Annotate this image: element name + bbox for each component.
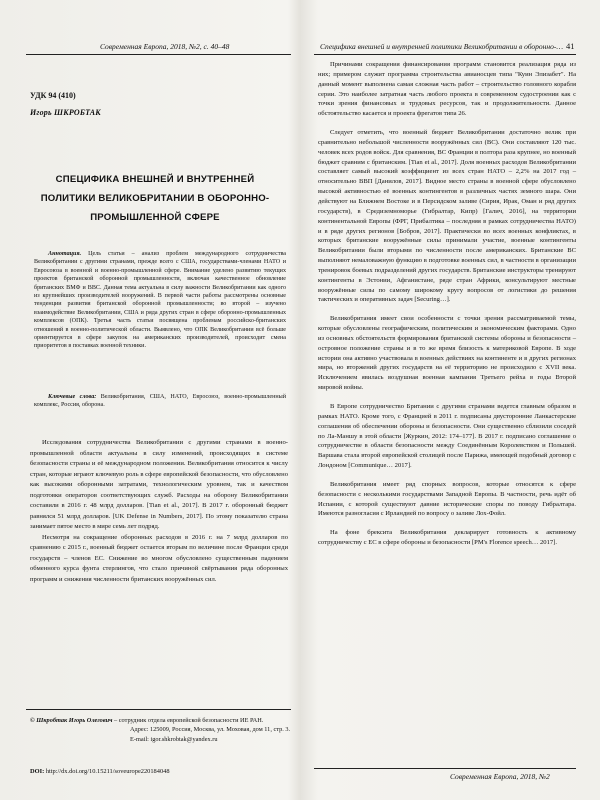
header-rule-right [314, 54, 576, 55]
page-number: 41 [566, 41, 575, 51]
paragraph: На фоне брексита Великобритания декларирует готовность к активному сотрудничеству с ЕС в сфере обороны и безопасности [PM's Florence speech… 2017]. [318, 529, 576, 547]
paragraph: Причинами сокращения финансирования программ становится реализация ряда из них; примером служит программа строительства авианосцев типа "Куин Элизабет". На данный момент выполнена самая сложная часть работ – строительство головного корабля серии. Это наиболее затратная часть любого проекта в современном судостроении как с точки зрения финансовых и трудовых ресурсов, так и продолжительности. Данное обстоятельство касается и проекта фрегатов типа 26. [318, 61, 576, 118]
body-text-left [30, 438, 288, 585]
footnote-author: © Шкробтак Игорь Олегович [30, 717, 113, 724]
footnote-role: – сотрудник отдела европейской безопасности ИЕ РАН. [112, 717, 264, 724]
right-page [300, 0, 600, 800]
footnote-rule [26, 709, 291, 710]
running-head-left: Современная Европа, 2018, №2, с. 40–48 [100, 42, 230, 51]
author-footnote [30, 716, 292, 744]
keywords-label: Ключевые слова: [48, 394, 97, 400]
running-foot: Современная Европа, 2018, №2 [450, 772, 550, 781]
paragraph: Великобритания имеет свои особенности с точки зрения рассматриваемой темы, которые обусловлены географическим, политическим и экономическим факторами. Одно из основных обстоятельств формирования британской системы обороны и безопасности – островное положение страны и в то же время близость к материковой Европе. В ходе истории она активно участвовала в военных действиях на континенте и в других регионах мира, но вторжений других государств на её территорию не происходило с XVII века. Исключением явилась воздушная военная кампания Третьего рейха в годы Второй мировой войны. [318, 315, 576, 392]
abstract-label: Аннотация. [48, 251, 82, 257]
abstract [34, 250, 286, 351]
doi-label: DOI: [30, 768, 45, 775]
keywords [34, 393, 286, 410]
paragraph: Следует отметить, что военный бюджет Великобритании достаточно велик при сравнительно небольшой численности вооружённых сил (ВС). Они составляют 120 тыс. человек всех родов войск. Для сравнения, ВС Франции в полтора раза крупнее, но военный бюджет сравним с британским. [Tian et al., 2017]. Доля военных расходов Великобритании составляет самый высокий коэффициент из всех стран НАТО – 2,2% на 2017 год – относительно ВВП [Данилов, 2017]. Видное место страны в военной сфере обусловлено высокой активностью её военных контингентов в различных частях земного шара. Они действуют на Ближнем Востоке и в Персидском заливе (Сирия, Ирак, Оман и ряд других государств), в Средиземноморье (Гибралтар, Кипр) [Галич, 2016], на территории континентальной Европы (ФРГ, Прибалтика – последняя в рамках сотрудничества НАТО) и в ряде других регионов [Бобров, 2017]. Практически во всех военных конфликтах, в которых британские вооружённые силы принимали участие, военные контингенты Великобритании были вторыми по численности после американских. Британские ВС выполняют немаловажную функцию в подготовке военных сил, в частности в организации тренировок боевых подразделений других государств. Британские инструкторы тренируют контингенты в Эстонии, Афганистане, ряде стран Африки, консультируют местные вооружённые силы по самому широкому кругу вопросов от логистики до решения тактических и оперативных задач [Securing…]. [318, 129, 576, 304]
abstract-text: Цель статьи – анализ проблем международного сотрудничества Великобритании с другими странами, прежде всего с США, государствами-членами НАТО и Евросоюза в военной и военно-промышленной сфере. Внимание уделено развитию текущих проектов британской оборонной промышленности, включая качественное обновление британских ВМФ и ВВС. Данная тема актуальна в силу важности Великобритании как одного из крупнейших производителей вооружений. В первой части работы рассмотрены основные тенденции развития британской оборонной промышленности; во второй – изучено взаимодействие Великобритании, США и ряда других стран в сфере оборонно-промышленных комплексов (ОПК). Третья часть статьи посвящена проблемам российско-британских отношений в военно-политической области. Выявлено, что ОПК Великобритании всё больше ориентируется в сфере закупок на американских производителей, происходит смена приоритетов в поставках военной техники. [34, 251, 286, 350]
doi-link[interactable]: http://dx.doi.org/10.15211/soveurope220184048 [45, 768, 170, 775]
running-head-right: Специфика внешней и внутренней политики Великобритании в оборонно-… [320, 42, 564, 51]
footnote-email: E-mail: igor.shkrobtak@yandex.ru [130, 735, 218, 743]
paragraph: Великобритания имеет ряд спорных вопросов, которые относятся к сфере безопасности с несколькими государствами Западной Европы. В частности, речь идёт об Испании, с которой существуют давние исторические споры по поводу Гибралтара. Имеются разногласия с Ирландией по вопросу о заливе Лох-Фойл. [318, 480, 576, 518]
paragraph: Исследования сотрудничества Великобритании с другими странами в военно-промышленной области актуальны в силу изменений, происходящих в системе безопасности страны и её международном положении. Великобритания относится к числу стран, которые играют ключевую роль в сфере европейской безопасности, что обусловлено как высокими оборонными затратами, технологическим уровнем, так и качеством подготовки операторов соответствующих служб. Расходы на оборону Великобритании составили в 2016 г. 48 млрд долларов. [Tian et al., 2017]. В 2017 г. оборонный бюджет равнялся 51 млрд долларов. [UK Defense in Numbers, 2017]. По этому показателю страна занимает пятое место в мире семь лет подряд. [30, 439, 288, 530]
keywords-text: Великобритания, США, НАТО, Евросоюз, военно-промышленный комплекс, Россия, оборона. [34, 394, 286, 409]
paragraph: В Европе сотрудничество Британии с другими странами ведется главным образом в рамках НАТО. Кроме того, с Францией в 2011 г. подписаны двусторонние Ланкастерские соглашения об обеспечении обороны и безопасности. Они существенно сблизили соседей по Ла-Маншу в этой области [Журкин, 2012: 174–177]. В 2017 г. подписано соглашение о сотрудничестве в области безопасности между Соединённым Королевством и Польшей. Варшава стала второй европейской столицей после Парижа, имеющей подобный договор с Лондоном [Communique… 2017]. [318, 403, 576, 470]
footer-rule-right [314, 768, 576, 769]
doi-line [30, 768, 170, 775]
article-title: СПЕЦИФИКА ВНЕШНЕЙ И ВНУТРЕННЕЙ ПОЛИТИКИ ВЕЛИКОБРИТАНИИ В ОБОРОННО-ПРОМЫШЛЕННОЙ СФЕРЕ [40, 174, 270, 223]
footnote-address: Адрес: 125009, Россия, Москва, ул. Моховая, дом 11, стр. 3. [130, 726, 291, 734]
author-name: Игорь ШКРОБТАК [30, 108, 101, 117]
body-text-right [318, 60, 576, 548]
header-rule-left [26, 54, 291, 55]
paragraph: Несмотря на сокращение оборонных расходов в 2016 г. на 7 млрд долларов по сравнению с 2015 г., военный бюджет остается вторым по величине после Франции среди государств – членов ЕС. Снижение во многом обусловлено существенным падением обменного курса фунта стерлингов, что стало причиной свёртывания ряда оборонных программ и снижения численности британских вооружённых сил. [30, 533, 288, 583]
udk-code: УДК 94 (410) [30, 91, 76, 100]
